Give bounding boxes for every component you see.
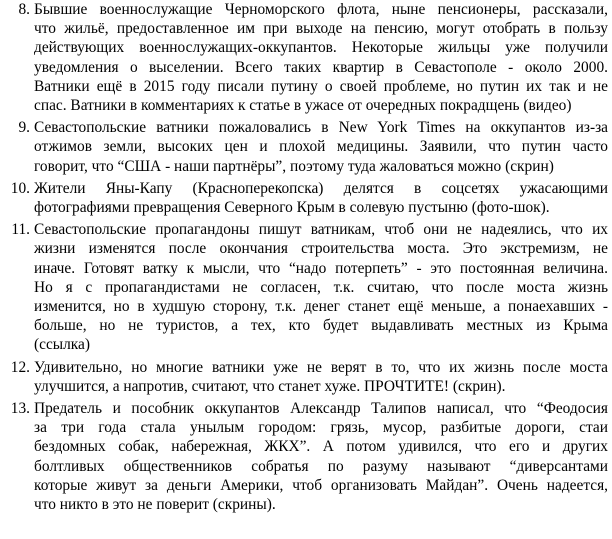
text-line: Предатель и пособник оккупантов Александр Талипов написал, что “Феодосия [34,400,608,418]
text-line: Ватники ещё в 2015 году писали путину о своей проблеме, но путин их так и не [34,77,608,95]
text-line: Жители Яны-Капу (Красноперекопска) делятся в соцсетях ужасающими [34,179,608,197]
list-item [0,399,612,514]
item-number: 10. [10,179,30,197]
text-line: (ссылка) [34,336,91,354]
item-number: 8. [18,1,30,18]
text-line: что никто в это не поверит (скрины). [34,496,276,514]
text-line: жизни изменятся после окончания строительства моста. Это экстремизм, не [34,240,608,258]
list-item [0,179,612,217]
text-line: спас. Ватники в комментариях к статье в ужасе от очередных покрадщень (видео) [34,97,572,115]
text-line: Бывшие военнослужащие Черноморского флота, ныне пенсионеры, рассказали, [34,1,608,18]
text-line: фотографиями превращения Северного Крым в солевую пустыню (фото-шок). [34,199,550,217]
list-item [0,118,612,176]
text-line: за три года стала унылым городом: грязь, мусор, разбитые дороги, стаи [34,419,608,437]
text-line: иначе. Готовят ватку к мысли, что “надо потерпеть” - это постоянная величина. [34,259,608,277]
text-line: бездомных собак, набережная, ЖКХ”. А потом удивился, что его и других [34,438,608,456]
text-line: которые живут за деньги Америки, чтоб организовать Майдан”. Очень надеется, [34,476,608,494]
text-line: что жильё, предоставленное им при выходе на пенсию, могут отобрать в пользу [34,20,608,38]
text-line: уведомления о выселении. Всего таких квартир в Севастополе - около 2000. [34,58,608,76]
text-line: болтливых общественников собратья по разуму называют “диверсантами [34,457,608,475]
text-line: Севастопольские пропагандоны пишут ватникам, чтоб они не надеялись, что их [34,221,608,239]
text-line: Удивительно, но многие ватники уже не верят в то, что их жизнь после моста [34,358,608,376]
text-line: говорит, что “США - наши партнёры”, поэтому туда жаловаться можно (скрин) [34,157,554,175]
text-line: Но я с пропагандистами не согласен, т.к. считаю, что после моста жизнь [34,278,608,296]
text-line: улучшится, а напротив, считают, что станет хуже. ПРОЧТИТЕ! (скрин). [34,377,506,395]
item-number: 11. [11,221,30,239]
item-number: 13. [10,400,30,418]
text-line: изменится, но в худшую сторону, т.к. денег станет ещё меньше, а понаехавших - [34,298,608,316]
list-item [0,0,612,115]
text-line: действующих военнослужащих-оккупантов. Некоторые жильцы уже получили [34,39,608,57]
list-item [0,220,612,354]
text-line: отжимов земли, высоких цен и плохой медицины. Заявили, что путин часто [34,138,608,156]
item-number: 9. [18,119,30,137]
list-item [0,358,612,396]
text-line: Севастопольские ватники пожаловались в New York Times на оккупантов из-за [34,119,608,137]
item-number: 12. [10,358,30,376]
text-line: больше, но не туристов, а тех, кто будет выдавливать местных из Крыма [34,317,608,335]
